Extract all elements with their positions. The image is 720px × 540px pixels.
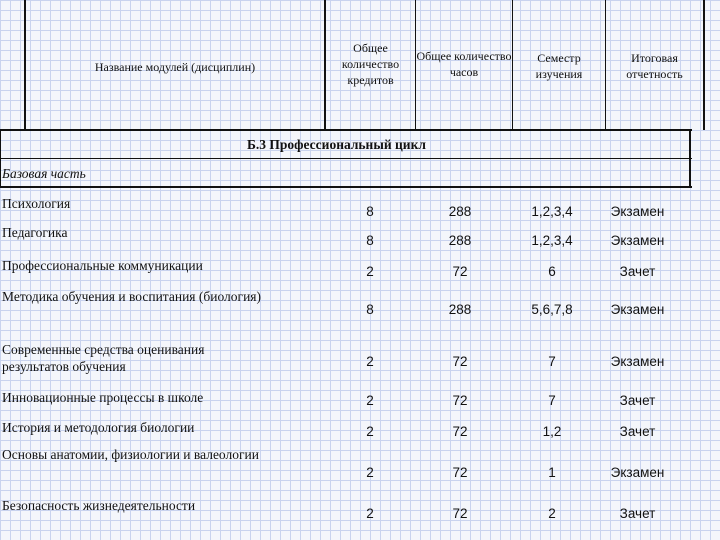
- row-report: Зачет: [619, 393, 656, 408]
- header-credits: Общее количество кредитов: [341, 41, 400, 87]
- row-hours: 72: [452, 354, 468, 369]
- row-semester: 1,2,3,4: [531, 204, 573, 219]
- base-part-label: Базовая часть: [2, 166, 86, 181]
- row-semester: 1,2,3,4: [531, 233, 573, 248]
- row-hours: 288: [448, 302, 472, 317]
- row-semester: 1,2: [542, 424, 562, 439]
- row-hours: 72: [452, 393, 468, 408]
- row-credits: 2: [366, 424, 374, 439]
- row-credits: 2: [366, 354, 374, 369]
- row-semester: 7: [548, 393, 556, 408]
- row-semester: 7: [548, 354, 556, 369]
- row-credits: 2: [366, 506, 374, 521]
- row-credits: 2: [366, 393, 374, 408]
- row-name: Инновационные процессы в школе: [2, 390, 204, 405]
- cycle-title: Б.3 Профессиональный цикл: [247, 137, 426, 152]
- header-report: Итоговая отчетность: [626, 51, 683, 81]
- row-credits: 8: [366, 204, 374, 219]
- row-report: Зачет: [619, 506, 656, 521]
- row-name: Профессиональные коммуникации: [2, 258, 203, 273]
- row-credits: 2: [366, 264, 374, 279]
- row-report: Экзамен: [610, 204, 665, 219]
- row-name: Основы анатомии, физиологии и валеологии: [2, 447, 259, 462]
- header-hours: Общее количество часов: [416, 49, 512, 79]
- row-name: Методика обучения и воспитания (биология): [2, 289, 261, 304]
- row-credits: 2: [366, 465, 374, 480]
- row-name: История и методология биологии: [2, 420, 195, 435]
- row-semester: 1: [548, 465, 556, 480]
- row-hours: 72: [452, 506, 468, 521]
- row-hours: 72: [452, 465, 468, 480]
- header-right-border: [703, 0, 705, 130]
- header-semester: Семестр изучения: [535, 51, 583, 81]
- row-credits: 8: [366, 233, 374, 248]
- row-name: Педагогика: [2, 225, 68, 240]
- row-hours: 288: [448, 204, 472, 219]
- row-name: Психология: [2, 196, 71, 211]
- row-semester: 2: [548, 506, 556, 521]
- row-hours: 288: [448, 233, 472, 248]
- row-report: Зачет: [619, 424, 656, 439]
- row-report: Зачет: [619, 264, 656, 279]
- row-hours: 72: [452, 264, 468, 279]
- row-report: Экзамен: [610, 302, 665, 317]
- row-report: Экзамен: [610, 233, 665, 248]
- row-credits: 8: [366, 302, 374, 317]
- row-semester: 5,6,7,8: [531, 302, 573, 317]
- row-name: Безопасность жизнедеятельности: [2, 498, 196, 513]
- row-report: Экзамен: [610, 465, 665, 480]
- header-name: Название модулей (дисциплин): [94, 60, 256, 74]
- row-semester: 6: [548, 264, 556, 279]
- section-bottom-border: [0, 186, 692, 188]
- header-bottom-border: [0, 129, 692, 131]
- row-hours: 72: [452, 424, 468, 439]
- row-name: Современные средства оценивания результатов обучения: [2, 342, 205, 374]
- row-report: Экзамен: [610, 354, 665, 369]
- section-middle-border: [0, 158, 692, 159]
